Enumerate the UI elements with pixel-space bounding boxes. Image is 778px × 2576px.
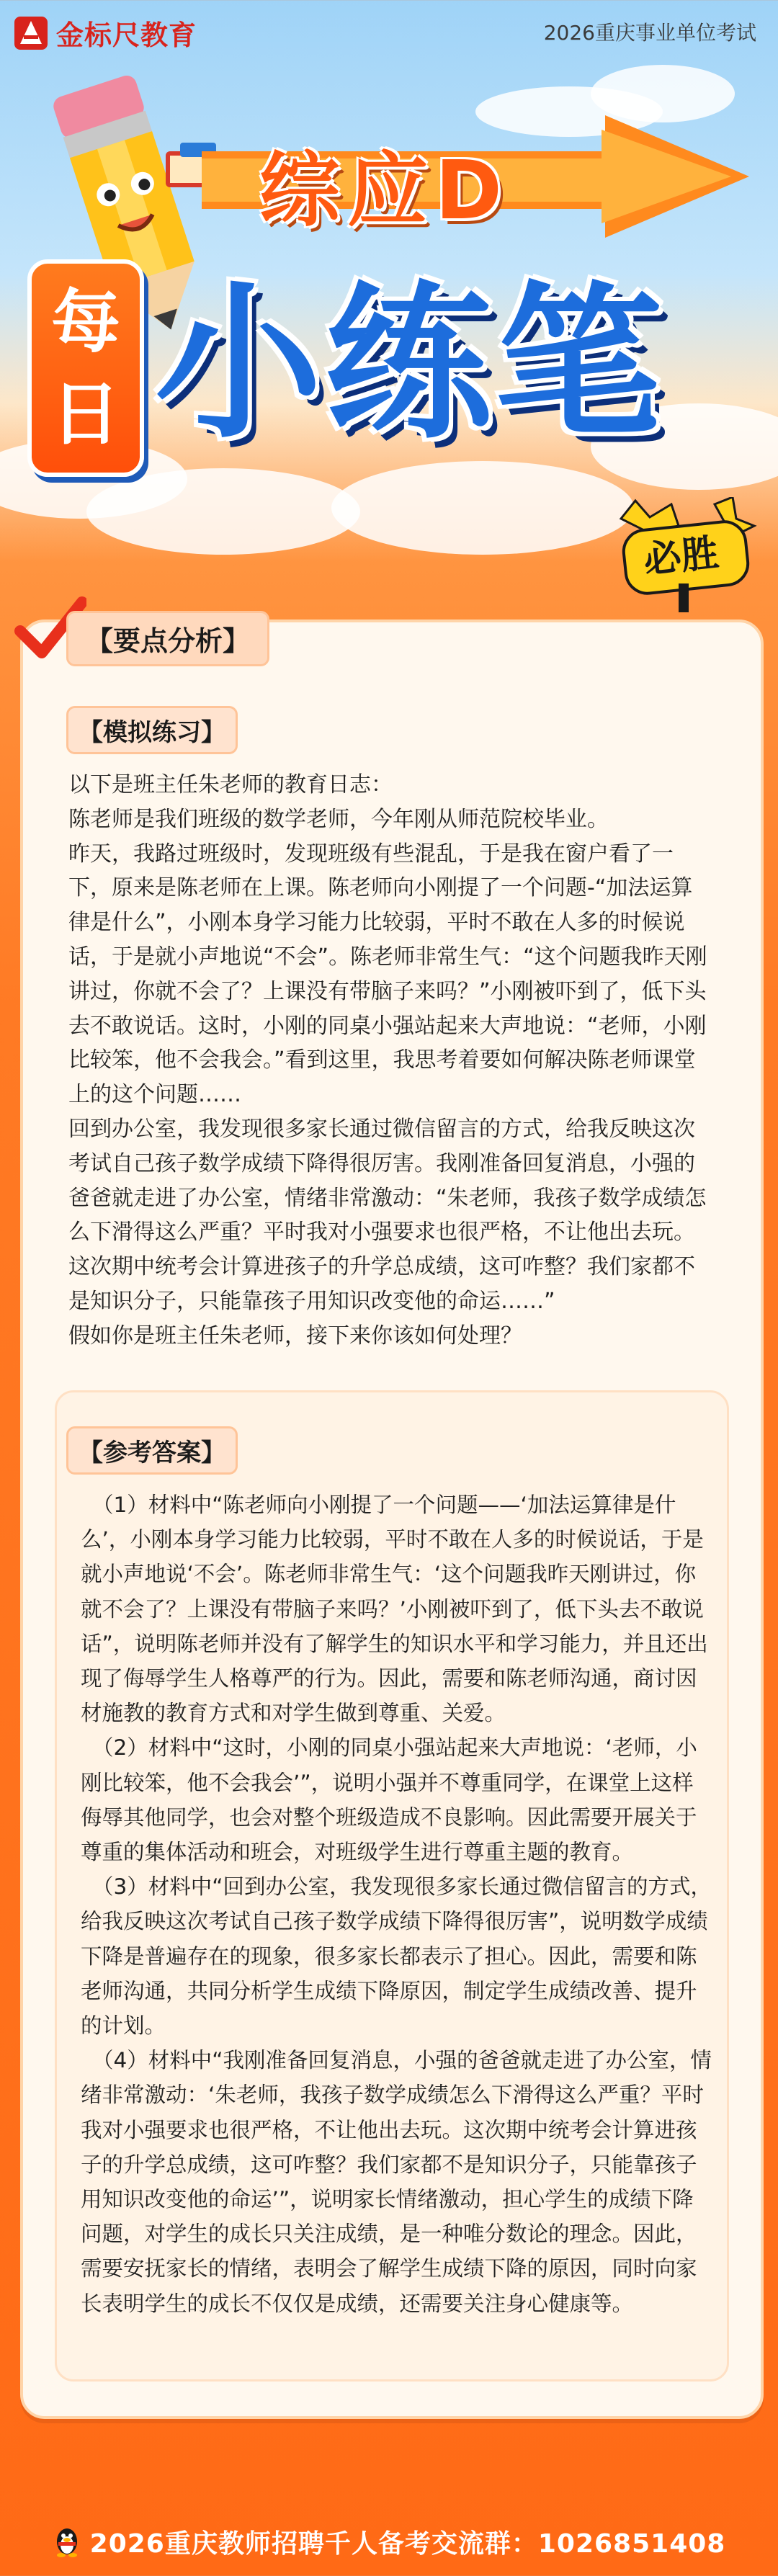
key-analysis-heading: 【要点分析】 bbox=[66, 611, 269, 666]
daily-badge bbox=[27, 259, 144, 477]
answer-paragraph: （1）材料中“陈老师向小刚提了一个问题——‘加法运算律是什么’，小刚本身学习能力比较弱，平时不敢在人多的时候说话，于是就小声地说‘不会’。陈老师非常生气：‘这个问题我昨天刚讲过，你就不会了？上课没有带脑子来吗？’小刚被吓到了，低下头去不敢说话”，说明陈老师并没有了解学生的知识水平和学习能力，并且还出现了侮辱学生人格尊严的行为。因此，需要和陈老师沟通，商讨因材施教的教育方式和对学生做到尊重、关爱。 bbox=[81, 1493, 708, 1726]
practice-heading: 【模拟练习】 bbox=[66, 706, 238, 754]
answer-paragraph: （4）材料中“我刚准备回复消息，小强的爸爸就走进了办公室，情绪非常激动：‘朱老师，我孩子数学成绩怎么下滑得这么严重？平时我对小强要求也很严格，不让他出去玩。这次期中统考会计算进孩子的升学总成绩，这可咋整？我们家都不是知识分子，只能靠孩子用知识改变他的命运’”，说明家长情绪激动，担心学生的成绩下降问题，对学生的成长只关注成绩，是一种唯分数论的理念。因此，需要安抚家长的情绪，表明会了解学生成绩下降的原因，同时向家长表明学生的成长不仅仅是成绩，还需要关注身心健康等。 bbox=[81, 2048, 712, 2316]
qq-penguin-icon bbox=[53, 2526, 81, 2557]
answer-paragraph: （2）材料中“这时，小刚的同桌小强站起来大声地说：‘老师，小刚比较笨，他不会我会’”，说明小强并不尊重同学，在课堂上这样侮辱其他同学，也会对整个班级造成不良影响。因此需要开展关于尊重的集体活动和班会，对班级学生进行尊重主题的教育。 bbox=[81, 1735, 697, 1865]
ribbon-text: 必胜 bbox=[641, 531, 721, 583]
hero-header bbox=[0, 0, 778, 634]
answer-heading: 【参考答案】 bbox=[66, 1426, 238, 1475]
footer-text: 2026重庆教师招聘千人备考交流群：1026851408 bbox=[89, 2528, 726, 2559]
answer-text bbox=[81, 1488, 715, 2321]
brand bbox=[13, 13, 197, 53]
question-paragraph: 陈老师是我们班级的数学老师，今年刚从师范院校毕业。 bbox=[68, 806, 609, 832]
exam-label: 2026重庆事业单位考试 bbox=[543, 21, 756, 45]
cloud-decoration bbox=[331, 461, 634, 555]
hero-subtitle: 综应D bbox=[259, 144, 509, 238]
question-paragraph: 假如你是班主任朱老师，接下来你该如何处理？ bbox=[68, 1323, 522, 1349]
cloud-decoration bbox=[591, 65, 735, 122]
footer bbox=[0, 2507, 778, 2576]
question-paragraph: 回到办公室，我发现很多家长通过微信留言的方式，给我反映这次考试自己孩子数学成绩下降得很厉害。我刚准备回复消息，小强的爸爸就走进了办公室，情绪非常激动：“朱老师，我孩子数学成绩怎么下滑得这么严重？平时我对小强要求也很严格，不让他出去玩。这次期中统考会计算进孩子的升学总成绩，这可咋整？我们家都不是知识分子，只能靠孩子用知识改变他的命运……” bbox=[68, 1116, 707, 1314]
question-text bbox=[68, 768, 710, 1354]
brand-name: 金标尺教育 bbox=[56, 19, 197, 51]
cloud-decoration bbox=[86, 468, 360, 555]
brand-logo-icon bbox=[13, 15, 49, 51]
question-paragraph: 昨天，我路过班级时，发现班级有些混乱，于是我在窗户看了一下，原来是陈老师在上课。陈老师向小刚提了一个问题-“加法运算律是什么”，小刚本身学习能力比较弱，平时不敢在人多的时候说话，于是就小声地说“不会”。陈老师非常生气：“这个问题我昨天刚讲过，你就不会了？上课没有带脑子来吗？”小刚被吓到了，低下头去不敢说话。这时，小刚的同桌小强站起来大声地说：“老师，小刚比较笨，他不会我会。”看到这里，我思考着要如何解决陈老师课堂上的这个问题…… bbox=[68, 841, 707, 1108]
hero-title: 小练笔 bbox=[155, 267, 666, 461]
daily-badge-char: 日 bbox=[51, 374, 120, 455]
answer-paragraph: （3）材料中“回到办公室，我发现很多家长通过微信留言的方式，给我反映这次考试自己孩子数学成绩下降得很厉害”，说明数学成绩下降是普遍存在的现象，很多家长都表示了担心。因此，需要和陈老师沟通，共同分析学生成绩下降原因，制定学生成绩改善、提升的计划。 bbox=[81, 1874, 712, 2039]
question-paragraph: 以下是班主任朱老师的教育日志： bbox=[68, 772, 393, 797]
daily-badge-char: 每 bbox=[51, 282, 120, 362]
